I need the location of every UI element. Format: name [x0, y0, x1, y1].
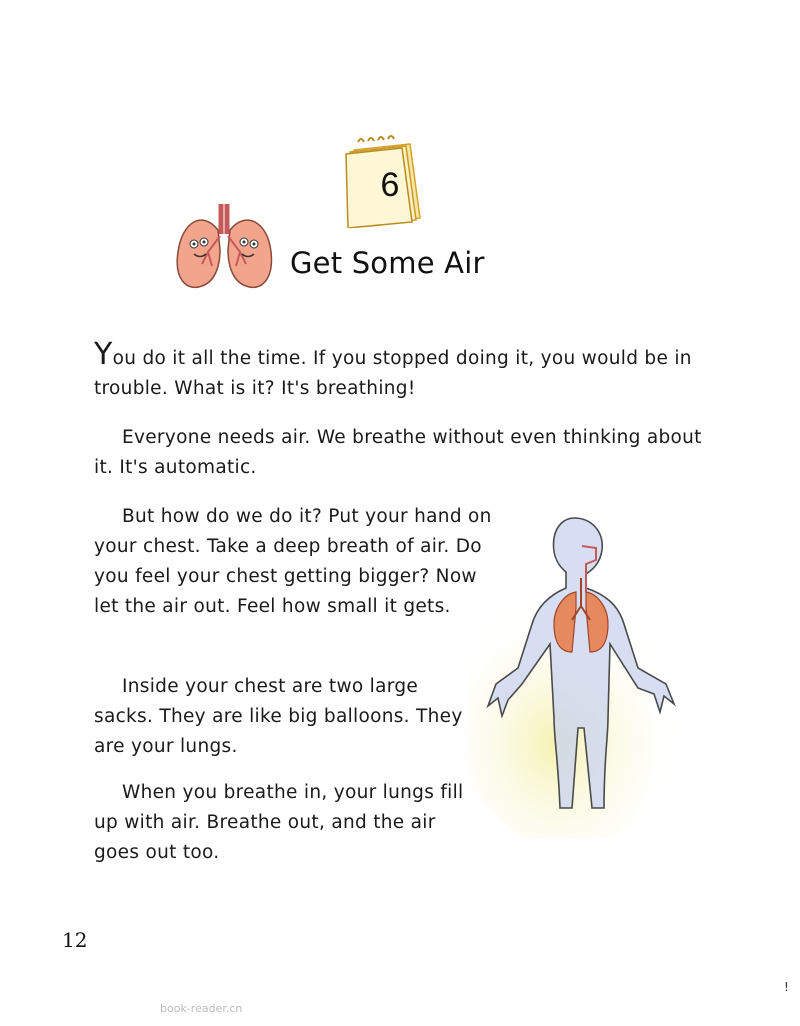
paragraph-1 — [94, 337, 714, 404]
watermark-text: book-reader.cn — [160, 1002, 243, 1015]
paragraph-text: Inside your chest are two large sacks. They are like big balloons. They are your lungs. — [94, 676, 463, 757]
paragraph-text: Everyone needs air. We breathe without even thinking about it. It's automatic. — [94, 427, 702, 478]
chapter-title: Get Some Air — [290, 246, 485, 280]
human-body-lungs-illustration — [468, 508, 690, 838]
paragraph-text: ou do it all the time. If you stopped doing it, you would be in trouble. What is it? It's breathing! — [94, 348, 692, 399]
paragraph-4 — [94, 672, 474, 762]
paragraph-2 — [94, 423, 714, 483]
paragraph-text: When you breathe in, your lungs fill up with air. Breathe out, and the air goes out too. — [94, 782, 464, 863]
edge-mark: ! — [784, 980, 789, 994]
chapter-number: 6 — [380, 166, 400, 204]
page-number: 12 — [62, 928, 88, 952]
paragraph-5 — [94, 778, 484, 868]
lungs-icon — [172, 200, 276, 296]
paragraph-text: But how do we do it? Put your hand on your chest. Take a deep breath of air. Do you feel your chest getting bigger? Now let the air out. Feel how small it gets. — [94, 506, 492, 617]
drop-cap: Y — [94, 337, 113, 372]
paragraph-3 — [94, 502, 504, 622]
